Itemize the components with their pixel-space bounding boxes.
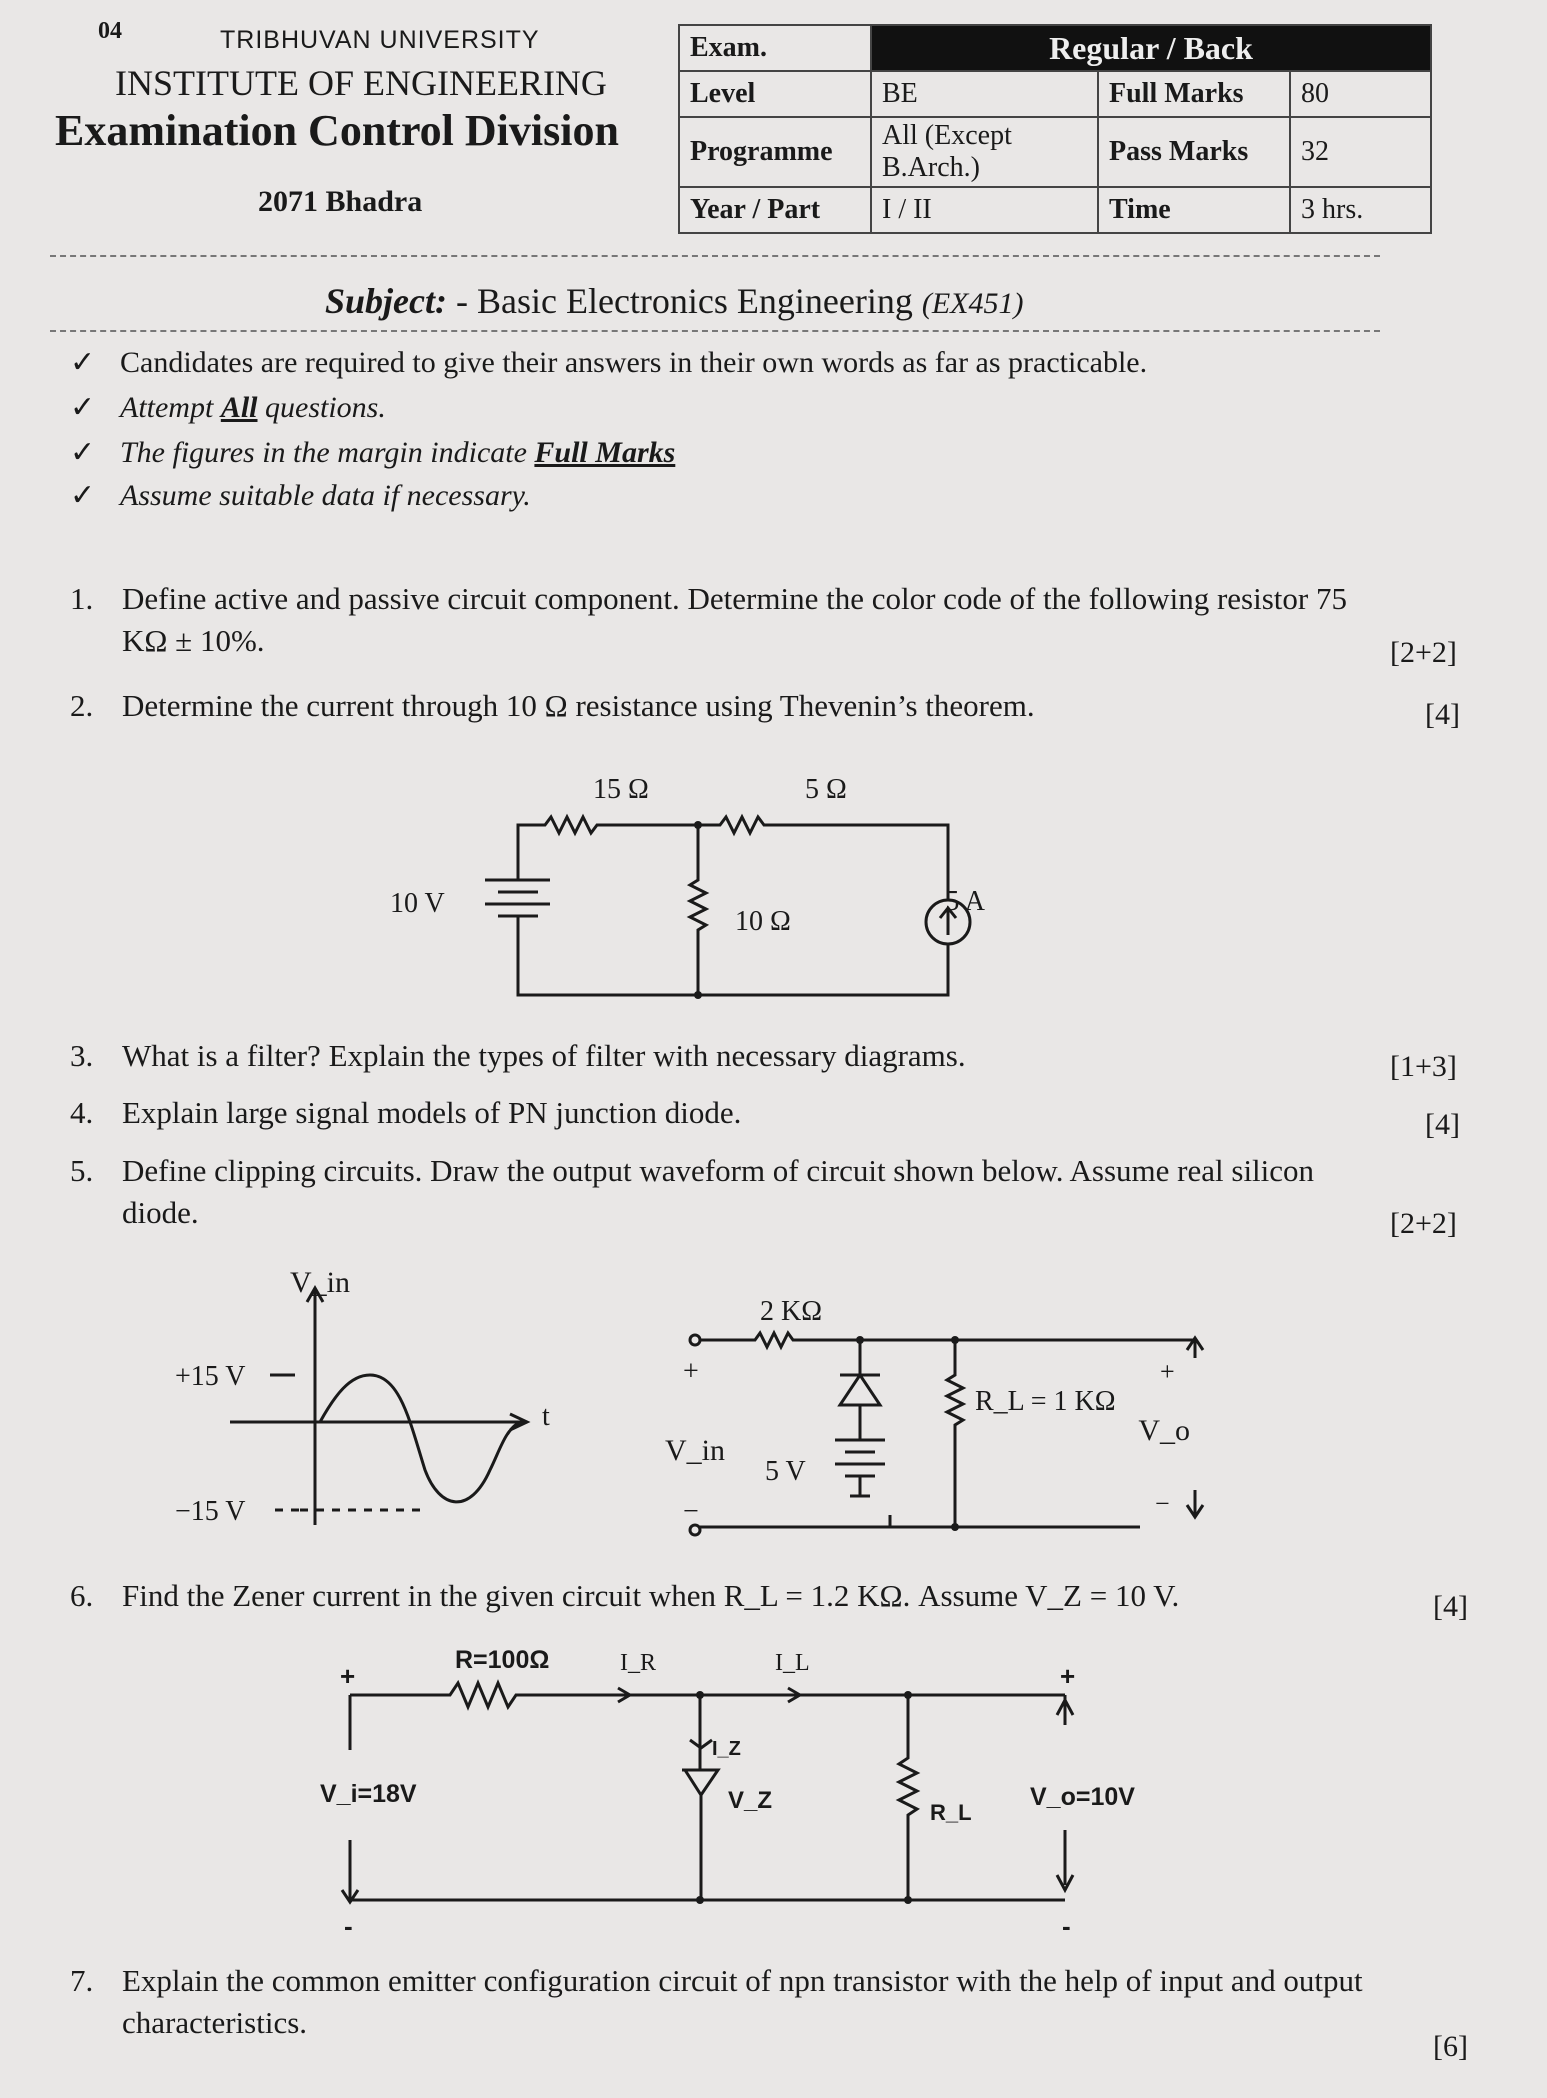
vo-label: V_o=10V [1030, 1783, 1135, 1811]
rl-label: R_L [930, 1800, 972, 1825]
programme-value [871, 117, 1098, 187]
vin-axis-label: V_in [290, 1266, 350, 1299]
time-label: Time [1098, 187, 1290, 233]
input-waveform-graph [160, 1266, 580, 1540]
zener-circuit-diagram [320, 1640, 1140, 1940]
question-number: 7. [70, 1963, 94, 1998]
check-icon: ✓ [70, 346, 96, 379]
output-minus: - [1062, 1911, 1071, 1941]
question-2 [70, 685, 1380, 727]
question-5 [70, 1150, 1380, 1234]
instruction-text: Candidates are required to give their answers in their own words as far as practicable. [120, 346, 1148, 379]
il-label: I_L [775, 1650, 810, 1676]
subject-divider [50, 330, 1380, 332]
question-number: 5. [70, 1153, 94, 1188]
question-number: 1. [70, 581, 94, 616]
question-4 [70, 1092, 1380, 1134]
level-value: BE [871, 71, 1098, 117]
instruction-emphasis: Full Marks [534, 436, 676, 469]
resistor-label: R=100Ω [455, 1646, 550, 1674]
university-name: TRIBHUVAN UNIVERSITY [220, 26, 540, 54]
vi-label: V_i=18V [320, 1780, 417, 1808]
vout-label: V_o [1138, 1414, 1190, 1447]
question-3 [70, 1035, 1380, 1077]
input-minus: - [344, 1911, 353, 1941]
marks-q3: [1+3] [1390, 1050, 1457, 1083]
programme-label: Programme [679, 117, 871, 187]
exam-label: Exam. [679, 25, 871, 71]
subject-name: - Basic Electronics Engineering [447, 281, 922, 321]
question-6 [70, 1575, 1380, 1617]
negative-peak-label: −15 V [175, 1496, 246, 1527]
battery-label: 5 V [765, 1456, 806, 1487]
instruction-4 [70, 478, 531, 513]
instruction-text: Attempt [120, 391, 221, 424]
check-icon: ✓ [70, 436, 96, 469]
full-marks-value: 80 [1290, 71, 1431, 117]
question-7 [70, 1960, 1380, 2044]
thevenin-circuit-diagram [380, 770, 985, 1010]
voltage-source-label: 10 V [390, 888, 445, 919]
instruction-2 [70, 390, 386, 425]
marks-q1: [2+2] [1390, 636, 1457, 669]
current-source-label: 5 A [945, 886, 985, 917]
resistor-label: 10 Ω [735, 906, 791, 937]
output-minus: − [1155, 1489, 1170, 1518]
year-part-label: Year / Part [679, 187, 871, 233]
question-text: Define active and passive circuit component. Determine the color code of the following resistor 75 KΩ ± 10%. [122, 581, 1347, 658]
input-plus: + [683, 1356, 699, 1387]
institute-name: INSTITUTE OF ENGINEERING [115, 63, 607, 103]
load-label: R_L = 1 KΩ [975, 1386, 1116, 1417]
positive-peak-label: +15 V [175, 1361, 246, 1392]
exam-session: 2071 Bhadra [258, 185, 423, 218]
check-icon: ✓ [70, 391, 96, 424]
subject-code: (EX451) [921, 287, 1024, 320]
marks-q5: [2+2] [1390, 1207, 1457, 1240]
instruction-text: Assume suitable data if necessary. [120, 479, 531, 512]
vz-label: V_Z [728, 1787, 773, 1814]
question-number: 6. [70, 1578, 94, 1613]
input-plus: + [340, 1661, 356, 1691]
question-text: Find the Zener current in the given circuit when R_L = 1.2 KΩ. Assume V_Z = 10 V. [122, 1578, 1180, 1613]
clipper-circuit-diagram [650, 1280, 1210, 1550]
question-1 [70, 578, 1380, 662]
question-text: Explain large signal models of PN junction diode. [122, 1095, 742, 1130]
question-number: 2. [70, 688, 94, 723]
resistor-label: 2 KΩ [760, 1296, 823, 1327]
question-number: 4. [70, 1095, 94, 1130]
instruction-3 [70, 435, 675, 470]
subject-label: Subject: [325, 281, 447, 321]
division-name: Examination Control Division [55, 106, 619, 155]
output-plus: + [1160, 1357, 1175, 1386]
programme-value-line2: B.Arch.) [882, 152, 980, 183]
instruction-emphasis: All [220, 391, 258, 424]
marks-q4: [4] [1425, 1108, 1460, 1141]
check-icon: ✓ [70, 479, 96, 512]
marks-q6: [4] [1433, 1590, 1468, 1623]
input-minus: − [683, 1496, 699, 1527]
time-axis-label: t [542, 1401, 550, 1432]
question-text: Define clipping circuits. Draw the output waveform of circuit shown below. Assume real silicon diode. [122, 1153, 1315, 1230]
full-marks-label: Full Marks [1098, 71, 1290, 117]
instruction-1 [70, 345, 1147, 380]
programme-value-line1: All (Except [882, 120, 1012, 151]
output-plus: + [1060, 1661, 1076, 1691]
marks-q7: [6] [1433, 2030, 1468, 2063]
pass-marks-label: Pass Marks [1098, 117, 1290, 187]
exam-value: Regular / Back [871, 25, 1431, 71]
instruction-text: questions. [257, 391, 386, 424]
vin-label: V_in [665, 1434, 725, 1467]
question-text: What is a filter? Explain the types of filter with necessary diagrams. [122, 1038, 966, 1073]
ir-label: I_R [620, 1650, 656, 1676]
resistor-label: 15 Ω [593, 774, 649, 805]
time-value: 3 hrs. [1290, 187, 1431, 233]
question-text: Explain the common emitter configuration circuit of npn transistor with the help of input and output characteristics. [122, 1963, 1363, 2040]
level-label: Level [679, 71, 871, 117]
year-part-value: I / II [871, 187, 1098, 233]
pass-marks-value: 32 [1290, 117, 1431, 187]
exam-info-table [678, 24, 1432, 234]
header-divider [50, 255, 1380, 257]
instruction-text: The figures in the margin indicate [120, 436, 535, 469]
question-text: Determine the current through 10 Ω resistance using Thevenin’s theorem. [122, 688, 1035, 723]
resistor-label: 5 Ω [805, 774, 847, 805]
iz-label: I_Z [712, 1738, 741, 1760]
page-number: 04 [98, 18, 122, 44]
marks-q2: [4] [1425, 698, 1460, 731]
subject-line [325, 280, 1023, 322]
question-number: 3. [70, 1038, 94, 1073]
